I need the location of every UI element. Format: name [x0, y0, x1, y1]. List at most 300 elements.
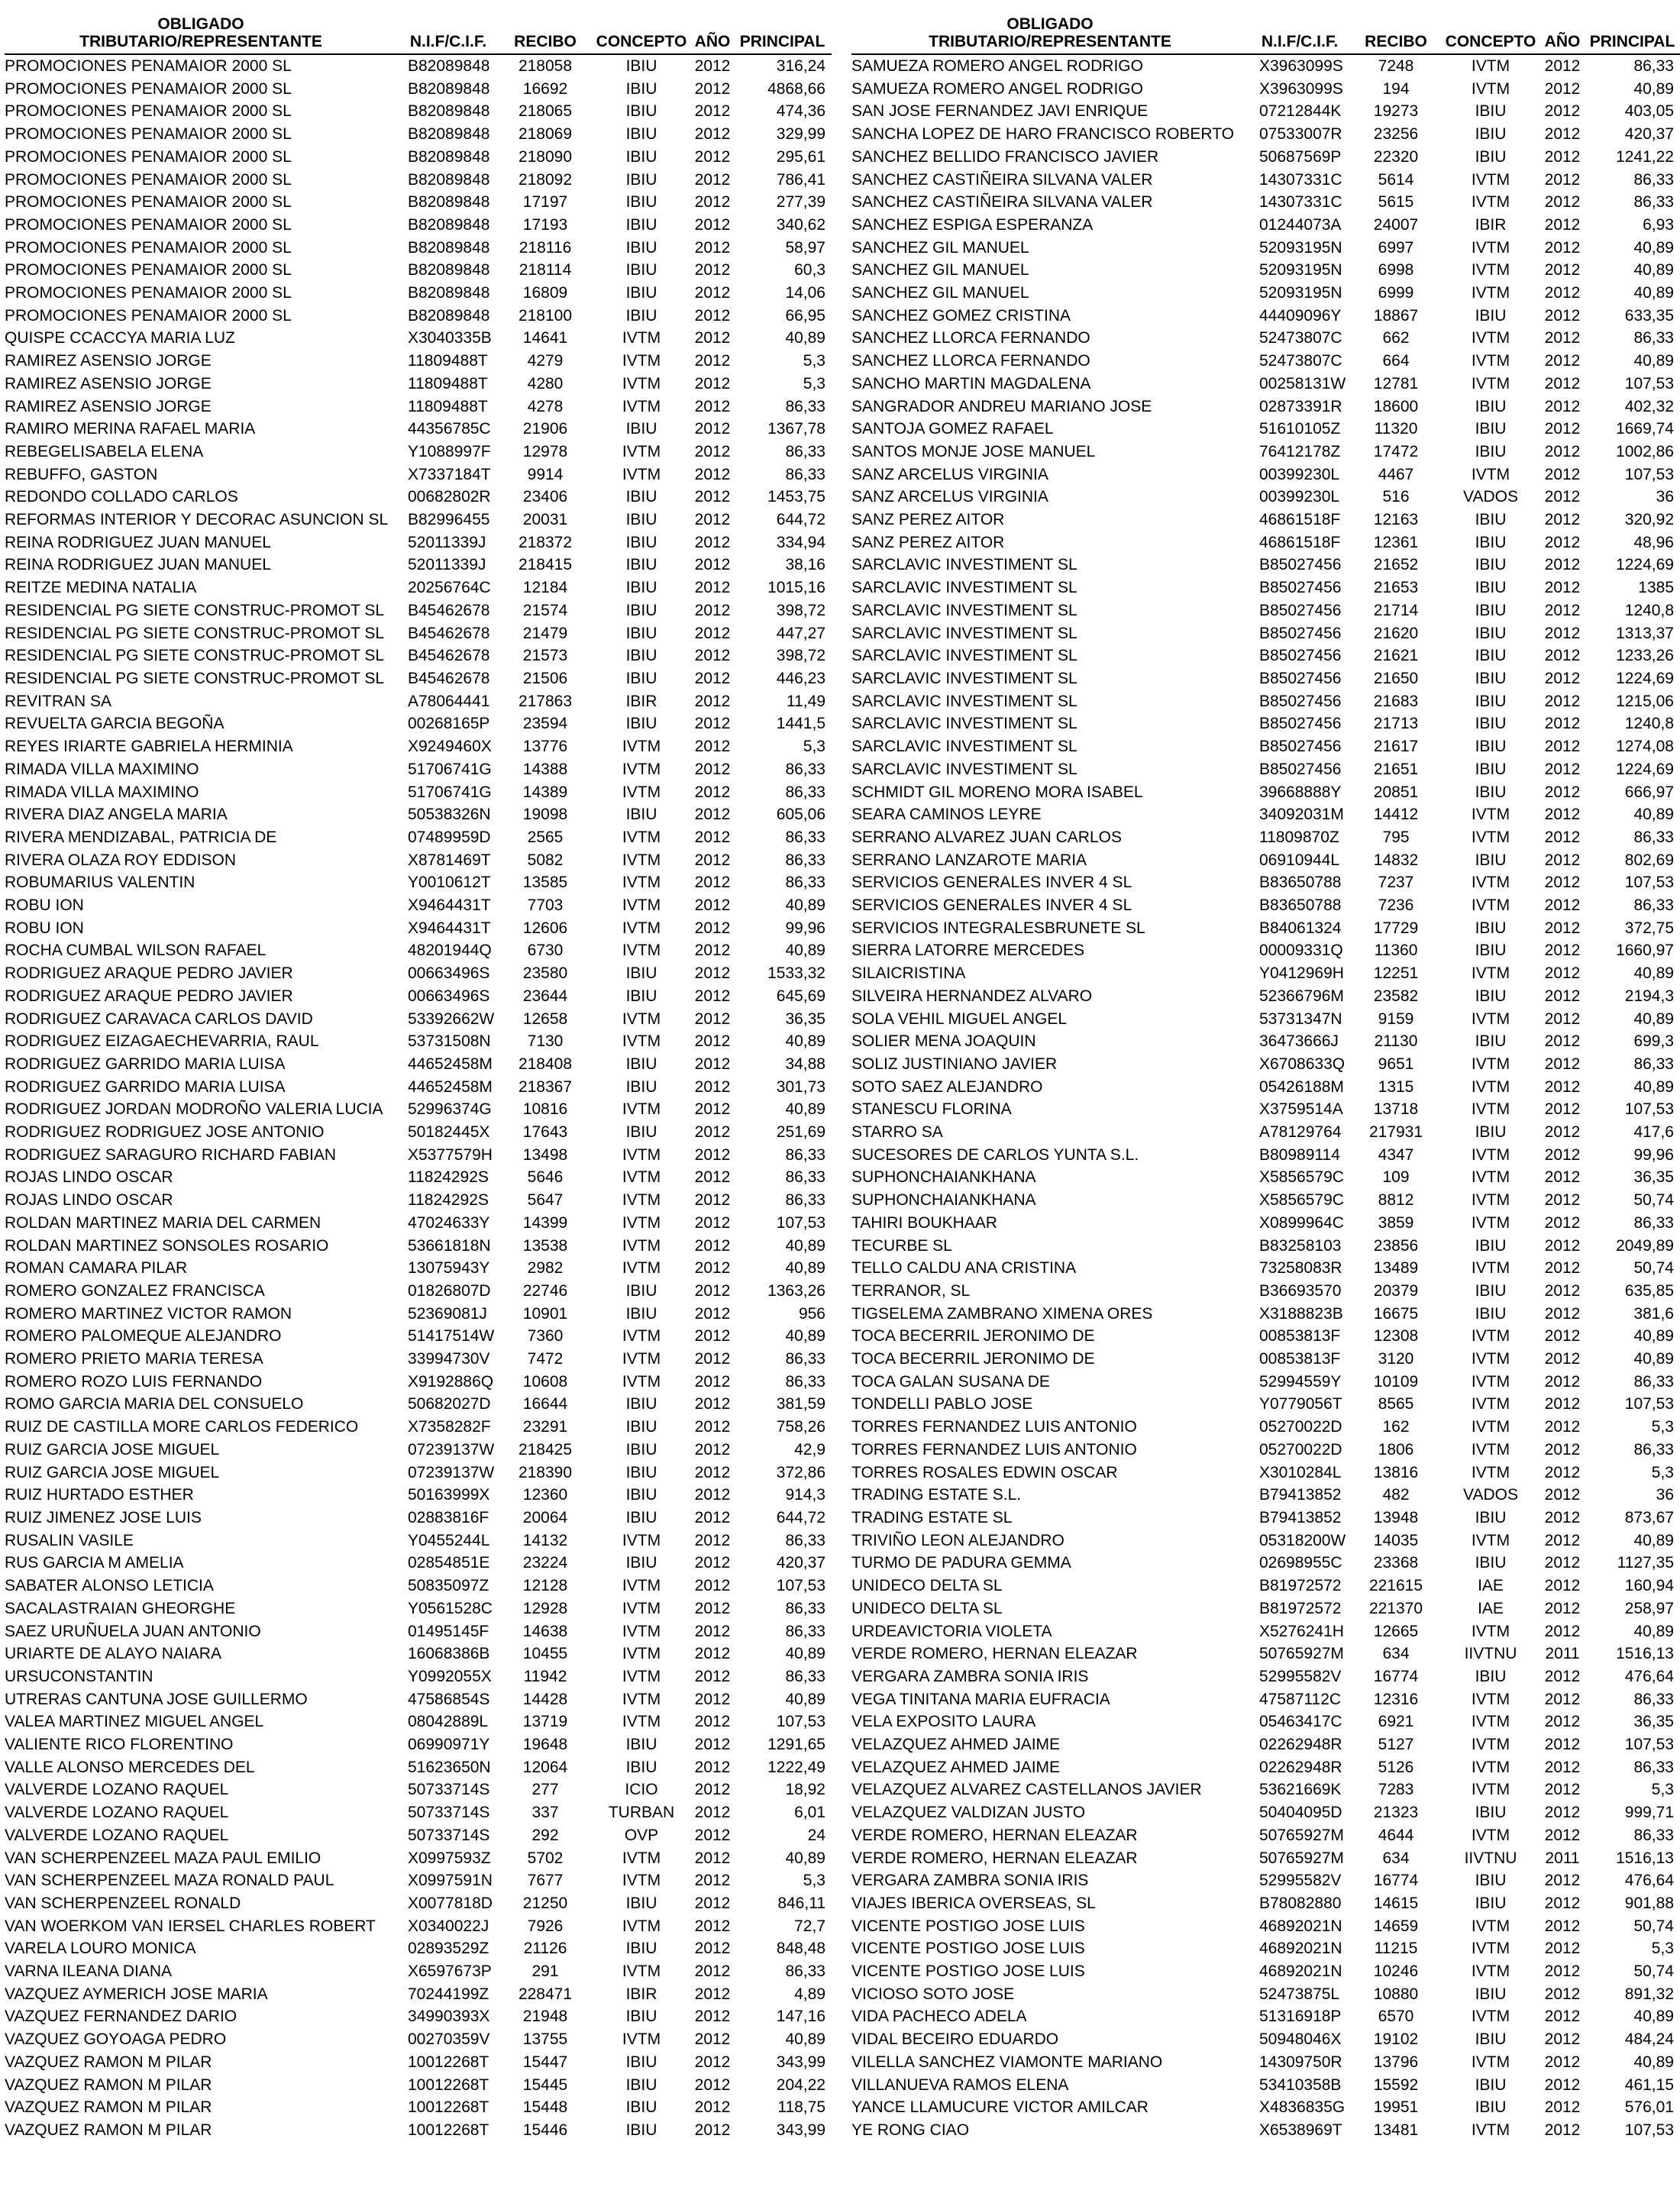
header-obligado: OBLIGADO TRIBUTARIO/REPRESENTANTE	[5, 15, 397, 54]
principal-cell: 1669,74	[1616, 420, 1674, 438]
nif-cell: 07239137W	[408, 1463, 495, 1481]
ano-cell: 2012	[1544, 1577, 1581, 1595]
concepto-cell: IVTM	[1471, 1463, 1510, 1481]
obligado-cell: VERDE ROMERO, HERNAN ELEAZAR	[851, 1826, 1138, 1844]
principal-cell: 1224,69	[1616, 556, 1674, 574]
recibo-cell: 12251	[1373, 964, 1419, 983]
concepto-cell: IBIU	[625, 1055, 657, 1073]
obligado-cell: REITZE MEDINA NATALIA	[5, 579, 197, 597]
nif-cell: 50765927M	[1259, 1826, 1344, 1844]
concepto-cell: IVTM	[622, 1713, 661, 1731]
concepto-cell: IBIU	[1475, 442, 1507, 460]
ano-cell: 2012	[1544, 1123, 1581, 1142]
recibo-cell: 217863	[518, 692, 573, 710]
recibo-cell: 13948	[1373, 1509, 1419, 1526]
concepto-cell: IBIU	[1475, 306, 1507, 325]
table-row	[851, 622, 1680, 645]
obligado-cell: RIVERA MENDIZABAL, PATRICIA DE	[5, 828, 277, 846]
ano-cell: 2012	[1544, 1758, 1581, 1776]
obligado-cell: REINA RODRIGUEZ JUAN MANUEL	[5, 556, 271, 574]
recibo-cell: 5702	[527, 1849, 564, 1867]
concepto-cell: IVTM	[1471, 828, 1510, 846]
concepto-cell: IVTM	[1471, 329, 1510, 347]
principal-cell: 901,88	[1624, 1894, 1674, 1912]
obligado-cell: TOCA BECERRIL JERONIMO DE	[851, 1350, 1095, 1368]
ano-cell: 2012	[1544, 1917, 1581, 1935]
principal-cell: 86,33	[785, 1622, 825, 1640]
table-row	[5, 2051, 832, 2074]
recibo-cell: 7926	[527, 1917, 564, 1935]
table-row	[851, 2005, 1680, 2028]
nif-cell: 52093195N	[1259, 284, 1342, 302]
ano-cell: 2012	[1544, 352, 1581, 370]
recibo-cell: 7360	[527, 1327, 564, 1345]
concepto-cell: IVTM	[622, 1577, 661, 1595]
principal-cell: 645,69	[776, 987, 825, 1005]
nif-cell: 52369081J	[408, 1304, 487, 1323]
table-row	[5, 1892, 832, 1915]
recibo-cell: 10246	[1373, 1962, 1419, 1981]
table-row	[5, 1439, 832, 1462]
concepto-cell: IBIU	[1475, 919, 1507, 937]
nif-cell: X0997593Z	[408, 1849, 491, 1867]
ano-cell: 2012	[694, 1259, 731, 1278]
nif-cell: B82089848	[408, 57, 490, 75]
principal-cell: 403,05	[1624, 102, 1674, 121]
table-row	[851, 1983, 1680, 2006]
obligado-cell: REBUFFO, GASTON	[5, 465, 158, 483]
principal-cell: 1516,13	[1616, 1645, 1674, 1663]
table-row	[5, 1575, 832, 1597]
table-row	[851, 1280, 1680, 1303]
table-row	[851, 2119, 1680, 2142]
nif-cell: B85027456	[1259, 556, 1342, 574]
principal-cell: 107,53	[1624, 2121, 1674, 2139]
recibo-cell: 14035	[1373, 1531, 1419, 1549]
principal-cell: 40,89	[1633, 261, 1674, 279]
nif-cell: B82996455	[408, 511, 490, 529]
obligado-cell: ROLDAN MARTINEZ MARIA DEL CARMEN	[5, 1213, 321, 1232]
obligado-cell: RODRIGUEZ JORDAN MODROÑO VALERIA LUCIA	[5, 1100, 383, 1119]
obligado-cell: SARCLAVIC INVESTIMENT SL	[851, 692, 1077, 710]
table-row	[5, 1144, 832, 1167]
recibo-cell: 21250	[522, 1894, 568, 1912]
table-row	[851, 1121, 1680, 1144]
ano-cell: 2012	[694, 2030, 731, 2049]
recibo-cell: 19951	[1373, 2098, 1419, 2117]
ano-cell: 2012	[1544, 942, 1581, 960]
recibo-cell: 15447	[522, 2053, 568, 2071]
principal-cell: 86,33	[785, 1350, 825, 1368]
obligado-cell: SEARA CAMINOS LEYRE	[851, 806, 1042, 824]
right-table	[851, 15, 1680, 2142]
concepto-cell: IBIU	[1475, 601, 1507, 619]
obligado-cell: SANGRADOR ANDREU MARIANO JOSE	[851, 397, 1152, 415]
nif-cell: X0340022J	[408, 1917, 489, 1935]
obligado-cell: TRADING ESTATE S.L.	[851, 1486, 1022, 1504]
principal-cell: 372,86	[776, 1463, 825, 1481]
recibo-cell: 16692	[522, 79, 568, 98]
recibo-cell: 23644	[522, 987, 568, 1005]
recibo-cell: 13481	[1373, 2121, 1419, 2139]
concepto-cell: IBIU	[625, 1077, 657, 1096]
principal-cell: 802,69	[1624, 851, 1674, 869]
ano-cell: 2012	[694, 1690, 731, 1708]
recibo-cell: 218069	[518, 125, 573, 144]
recibo-cell: 16774	[1373, 1667, 1419, 1685]
recibo-cell: 218100	[518, 306, 573, 325]
recibo-cell: 20031	[522, 511, 568, 529]
table-row	[851, 917, 1680, 940]
ano-cell: 2012	[694, 329, 731, 347]
principal-cell: 343,99	[776, 2121, 825, 2139]
ano-cell: 2012	[1544, 1667, 1581, 1685]
concepto-cell: IVTM	[1471, 1940, 1510, 1958]
nif-cell: X9249460X	[408, 738, 492, 756]
table-row	[5, 1416, 832, 1439]
table-row	[5, 1937, 832, 1960]
principal-cell: 86,33	[785, 828, 825, 846]
concepto-cell: IBIU	[1475, 2098, 1507, 2117]
nif-cell: 08042889L	[408, 1713, 489, 1731]
ano-cell: 2012	[1544, 919, 1581, 937]
concepto-cell: IVTM	[622, 738, 661, 756]
nif-cell: B82089848	[408, 193, 490, 212]
recibo-cell: 16809	[522, 284, 568, 302]
obligado-cell: VALVERDE LOZANO RAQUEL	[5, 1781, 229, 1799]
ano-cell: 2012	[694, 284, 731, 302]
nif-cell: B82089848	[408, 215, 490, 234]
principal-cell: 40,89	[785, 329, 825, 347]
ano-cell: 2012	[694, 1055, 731, 1073]
principal-cell: 24	[807, 1826, 825, 1844]
table-row	[851, 1915, 1680, 1938]
obligado-cell: VALVERDE LOZANO RAQUEL	[5, 1826, 229, 1844]
nif-cell: 46861518F	[1259, 533, 1341, 551]
recibo-cell: 12978	[522, 442, 568, 460]
nif-cell: X6708633Q	[1259, 1055, 1346, 1073]
recibo-cell: 21906	[522, 420, 568, 438]
ano-cell: 2012	[1544, 1304, 1581, 1323]
obligado-cell: RODRIGUEZ GARRIDO MARIA LUISA	[5, 1055, 286, 1073]
obligado-cell: VELAZQUEZ AHMED JAIME	[851, 1758, 1061, 1776]
obligado-cell: ROCHA CUMBAL WILSON RAFAEL	[5, 942, 267, 960]
table-row	[5, 2005, 832, 2028]
nif-cell: 47587112C	[1259, 1690, 1342, 1708]
nif-cell: 52093195N	[1259, 238, 1342, 257]
ano-cell: 2012	[1544, 1077, 1581, 1096]
recibo-cell: 20379	[1373, 1281, 1419, 1300]
obligado-cell: REFORMAS INTERIOR Y DECORAC ASUNCION SL	[5, 511, 389, 529]
nif-cell: 00853813F	[1259, 1327, 1341, 1345]
obligado-cell: VAZQUEZ AYMERICH JOSE MARIA	[5, 1985, 268, 2003]
ano-cell: 2012	[694, 215, 731, 234]
table-row	[5, 1597, 832, 1620]
nif-cell: 11809488T	[408, 397, 488, 415]
recibo-cell: 12665	[1373, 1622, 1419, 1640]
table-row	[5, 1983, 832, 2006]
obligado-cell: VERDE ROMERO, HERNAN ELEAZAR	[851, 1849, 1138, 1867]
nif-cell: 39668888Y	[1259, 783, 1342, 801]
concepto-cell: IVTM	[1471, 1531, 1510, 1549]
table-row	[851, 849, 1680, 872]
obligado-cell: SANCHO MARTIN MAGDALENA	[851, 374, 1091, 392]
recibo-cell: 4278	[527, 397, 564, 415]
nif-cell: 01826807D	[408, 1281, 491, 1300]
recibo-cell: 22746	[522, 1281, 568, 1300]
ano-cell: 2012	[1544, 783, 1581, 801]
nif-cell: 00853813F	[1259, 1350, 1341, 1368]
table-row	[5, 1847, 832, 1870]
principal-cell: 86,33	[1633, 1440, 1674, 1459]
nif-cell: X3759514A	[1259, 1100, 1343, 1119]
ano-cell: 2012	[1544, 1531, 1581, 1549]
obligado-cell: SANCHEZ LLORCA FERNANDO	[851, 352, 1090, 370]
obligado-cell: PROMOCIONES PENAMAIOR 2000 SL	[5, 57, 292, 75]
table-row	[851, 1484, 1680, 1507]
nif-cell: 51706741G	[408, 760, 492, 778]
recibo-cell: 20064	[522, 1509, 568, 1526]
table-row	[851, 1189, 1680, 1212]
ano-cell: 2012	[694, 2076, 731, 2094]
ano-cell: 2012	[694, 647, 731, 665]
ano-cell: 2012	[694, 806, 731, 824]
obligado-cell: VELAZQUEZ VALDIZAN JUSTO	[851, 1804, 1086, 1822]
obligado-cell: TAHIRI BOUKHAAR	[851, 1213, 997, 1232]
recibo-cell: 21573	[522, 647, 568, 665]
ano-cell: 2012	[694, 1100, 731, 1119]
table-row	[851, 1643, 1680, 1665]
principal-cell: 343,99	[776, 2053, 825, 2071]
recibo-cell: 13585	[522, 874, 568, 892]
obligado-cell: RAMIREZ ASENSIO JORGE	[5, 374, 212, 392]
concepto-cell: IBIU	[1475, 1509, 1507, 1526]
ano-cell: 2012	[694, 306, 731, 325]
obligado-cell: VELAZQUEZ ALVAREZ CASTELLANOS JAVIER	[851, 1781, 1202, 1799]
table-row	[851, 2051, 1680, 2074]
table-row	[851, 1053, 1680, 1076]
obligado-cell: RIVERA OLAZA ROY EDDISON	[5, 851, 237, 869]
concepto-cell: IVTM	[1471, 1010, 1510, 1028]
concepto-cell: IVTM	[1471, 465, 1510, 483]
recibo-cell: 12064	[522, 1758, 568, 1776]
recibo-cell: 6999	[1378, 284, 1414, 302]
obligado-cell: SANZ ARCELUS VIRGINIA	[851, 488, 1048, 506]
recibo-cell: 795	[1382, 828, 1410, 846]
obligado-cell: PROMOCIONES PENAMAIOR 2000 SL	[5, 125, 292, 144]
ano-cell: 2012	[1544, 738, 1581, 756]
table-row	[5, 1507, 832, 1530]
obligado-cell: VIDA PACHECO ADELA	[851, 2008, 1027, 2026]
principal-cell: 786,41	[776, 170, 825, 189]
nif-cell: 51316918P	[1259, 2008, 1342, 2026]
table-row	[5, 1960, 832, 1983]
ano-cell: 2012	[694, 1667, 731, 1685]
nif-cell: B45462678	[408, 601, 490, 619]
ano-cell: 2012	[1544, 2121, 1581, 2139]
concepto-cell: IBIU	[625, 147, 657, 166]
table-row	[851, 1892, 1680, 1915]
ano-cell: 2012	[694, 1281, 731, 1300]
recibo-cell: 218367	[518, 1077, 573, 1096]
concepto-cell: IVTM	[1471, 1440, 1510, 1459]
table-row	[851, 1166, 1680, 1189]
ano-cell: 2012	[694, 1350, 731, 1368]
table-row	[851, 644, 1680, 667]
recibo-cell: 13538	[522, 1236, 568, 1255]
ano-cell: 2012	[694, 783, 731, 801]
obligado-cell: SANCHEZ CASTIÑEIRA SILVANA VALER	[851, 170, 1153, 189]
principal-cell: 381,6	[1633, 1304, 1674, 1323]
principal-cell: 398,72	[776, 601, 825, 619]
ano-cell: 2012	[694, 1463, 731, 1481]
nif-cell: 02893529Z	[408, 1940, 489, 1958]
recibo-cell: 21479	[522, 624, 568, 642]
concepto-cell: IAE	[1478, 1599, 1504, 1617]
principal-cell: 576,01	[1624, 2098, 1674, 2117]
obligado-cell: RESIDENCIAL PG SIETE CONSTRUC-PROMOT SL	[5, 647, 385, 665]
nif-cell: X3963099S	[1259, 57, 1343, 75]
recibo-cell: 8812	[1378, 1191, 1414, 1210]
ano-cell: 2012	[1544, 1418, 1581, 1436]
concepto-cell: IBIU	[625, 102, 657, 121]
concepto-cell: IVTM	[1471, 374, 1510, 392]
nif-cell: B78082880	[1259, 1894, 1342, 1912]
concepto-cell: IVTM	[1471, 1213, 1510, 1232]
ano-cell: 2012	[694, 556, 731, 574]
recibo-cell: 20851	[1373, 783, 1419, 801]
obligado-cell: PROMOCIONES PENAMAIOR 2000 SL	[5, 284, 292, 302]
recibo-cell: 3859	[1378, 1213, 1414, 1232]
recibo-cell: 13489	[1373, 1259, 1419, 1278]
obligado-cell: VAZQUEZ RAMON M PILAR	[5, 2053, 212, 2071]
table-row	[851, 1575, 1680, 1597]
principal-cell: 1241,22	[1616, 147, 1674, 166]
obligado-cell: SERRANO LANZAROTE MARIA	[851, 851, 1087, 869]
ano-cell: 2012	[1544, 556, 1581, 574]
obligado-cell: SANCHEZ GIL MANUEL	[851, 284, 1029, 302]
header-nif: N.I.F/C.I.F.	[397, 15, 499, 54]
obligado-cell: UTRERAS CANTUNA JOSE GUILLERMO	[5, 1690, 308, 1708]
obligado-cell: VELAZQUEZ AHMED JAIME	[851, 1736, 1061, 1754]
recibo-cell: 23580	[522, 964, 568, 983]
obligado-cell: VILELLA SANCHEZ VIAMONTE MARIANO	[851, 2053, 1163, 2071]
principal-cell: 86,33	[785, 874, 825, 892]
ano-cell: 2012	[694, 874, 731, 892]
principal-cell: 50,74	[1633, 1191, 1674, 1210]
concepto-cell: IBIU	[1475, 556, 1507, 574]
obligado-cell: YE RONG CIAO	[851, 2121, 970, 2139]
recibo-cell: 11360	[1374, 942, 1418, 960]
nif-cell: B36693570	[1259, 1281, 1342, 1300]
recibo-cell: 228471	[518, 1985, 573, 2003]
nif-cell: 00270359V	[408, 2030, 490, 2049]
recibo-cell: 18867	[1373, 306, 1419, 325]
concepto-cell: IVTM	[1471, 193, 1510, 212]
obligado-cell: REYES IRIARTE GABRIELA HERMINIA	[5, 738, 293, 756]
recibo-cell: 11942	[523, 1667, 567, 1685]
principal-cell: 58,97	[785, 238, 825, 257]
ano-cell: 2012	[1544, 2098, 1581, 2117]
obligado-cell: SANCHEZ BELLIDO FRANCISCO JAVIER	[851, 147, 1159, 166]
concepto-cell: IBIU	[625, 1940, 657, 1958]
obligado-cell: VICIOSO SOTO JOSE	[851, 1985, 1015, 2003]
table-row	[851, 1756, 1680, 1779]
concepto-cell: IVTM	[1471, 57, 1510, 75]
nif-cell: B85027456	[1259, 601, 1342, 619]
nif-cell: X9464431T	[408, 896, 491, 915]
nif-cell: 02262948R	[1259, 1758, 1342, 1776]
ano-cell: 2012	[694, 352, 731, 370]
obligado-cell: ROBU ION	[5, 919, 84, 937]
obligado-cell: RODRIGUEZ SARAGURO RICHARD FABIAN	[5, 1145, 337, 1164]
nif-cell: 52996374G	[408, 1100, 492, 1119]
ano-cell: 2012	[1544, 170, 1581, 189]
recibo-cell: 12184	[522, 579, 568, 597]
concepto-cell: IVTM	[1471, 1736, 1510, 1754]
obligado-cell: SANZ PEREZ AITOR	[851, 533, 1005, 551]
table-row	[5, 1008, 832, 1031]
principal-cell: 1441,5	[776, 715, 825, 733]
nif-cell: 14309750R	[1259, 2053, 1342, 2071]
recibo-cell: 14132	[522, 1531, 568, 1549]
ano-cell: 2012	[694, 1213, 731, 1232]
ano-cell: 2012	[694, 851, 731, 869]
table-row	[5, 849, 832, 872]
table-row	[5, 1348, 832, 1371]
obligado-cell: TONDELLI PABLO JOSE	[851, 1395, 1033, 1413]
obligado-cell: SOLA VEHIL MIGUEL ANGEL	[851, 1010, 1068, 1028]
concepto-cell: IBIU	[625, 1440, 657, 1459]
recibo-cell: 109	[1382, 1168, 1410, 1187]
ano-cell: 2012	[1544, 1804, 1581, 1822]
nif-cell: B84061324	[1259, 919, 1342, 937]
nif-cell: A78129764	[1259, 1123, 1342, 1142]
obligado-cell: SANCHEZ ESPIGA ESPERANZA	[851, 215, 1094, 234]
ano-cell: 2012	[1544, 896, 1581, 915]
table-row	[5, 1393, 832, 1416]
nif-cell: B85027456	[1259, 692, 1342, 710]
recibo-cell: 14389	[522, 783, 568, 801]
concepto-cell: IVTM	[1471, 1418, 1510, 1436]
ano-cell: 2012	[694, 1531, 731, 1549]
concepto-cell: IBIU	[1475, 760, 1507, 778]
recibo-cell: 5127	[1378, 1736, 1414, 1754]
principal-cell: 1363,26	[767, 1281, 825, 1300]
table-row	[851, 1030, 1680, 1053]
recibo-cell: 516	[1382, 488, 1410, 506]
obligado-cell: SANCHEZ GIL MANUEL	[851, 261, 1029, 279]
principal-cell: 40,89	[1633, 2008, 1674, 2026]
recibo-cell: 5646	[527, 1168, 564, 1187]
concepto-cell: IVTM	[622, 1372, 661, 1391]
nif-cell: 02262948R	[1259, 1736, 1342, 1754]
table-row	[5, 1235, 832, 1258]
recibo-cell: 12781	[1373, 374, 1419, 392]
recibo-cell: 9914	[527, 465, 564, 483]
table-row	[851, 464, 1680, 486]
concepto-cell: IBIU	[625, 579, 657, 597]
principal-cell: 40,89	[1633, 2053, 1674, 2071]
principal-cell: 34,88	[785, 1055, 825, 1073]
principal-cell: 1015,16	[767, 579, 825, 597]
table-row	[5, 282, 832, 305]
table-row	[851, 1008, 1680, 1031]
principal-cell: 295,61	[776, 147, 825, 166]
table-row	[5, 871, 832, 894]
recibo-cell: 23594	[522, 715, 568, 733]
concepto-cell: IBIU	[1475, 1281, 1507, 1300]
